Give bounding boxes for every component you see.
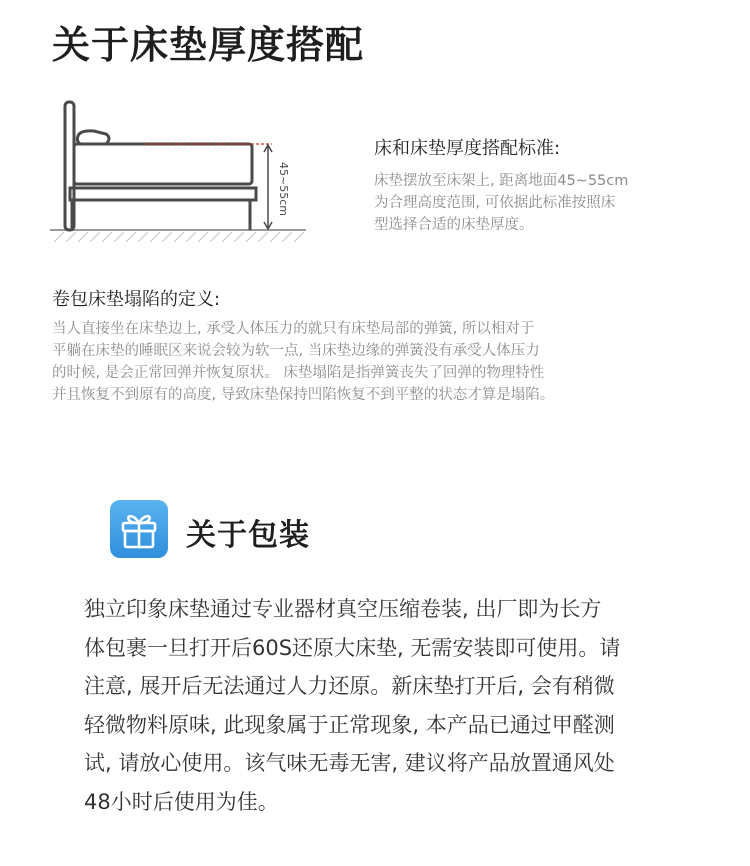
standard-text <box>374 170 704 236</box>
collapse-heading: 卷包床垫塌陷的定义: <box>52 289 221 310</box>
bed-height-diagram <box>50 96 310 244</box>
packaging-line: 体包裹一旦打开后60S还原大床垫, 无需安装即可使用。请 <box>84 635 621 660</box>
standard-heading: 床和床垫厚度搭配标准: <box>374 138 561 159</box>
packaging-heading: 关于包装 <box>186 518 310 553</box>
packaging-text <box>84 590 684 821</box>
packaging-line: 独立印象床垫通过专业器材真空压缩卷装, 出厂即为长方 <box>84 597 602 621</box>
standard-line: 型选择合适的床垫厚度。 <box>374 217 534 233</box>
page-title: 关于床垫厚度搭配 <box>52 23 365 67</box>
packaging-line: 试, 请放心使用。该气味无毒无害, 建议将产品放置通风处 <box>84 751 615 775</box>
collapse-line: 并且恢复不到原有的高度, 导致床垫保持凹陷恢复不到平整的状态才算是塌陷。 <box>52 387 555 403</box>
pillow <box>77 131 109 144</box>
bed-frame-rail <box>70 188 256 200</box>
standard-line: 为合理高度范围, 可依据此标准按照床 <box>374 195 616 211</box>
floor-hatch <box>54 232 304 242</box>
collapse-line: 平躺在床垫的睡眠区来说会较为软一点, 当床垫边缘的弹簧没有承受人体压力 <box>52 343 540 359</box>
height-measure-label: 45~55cm <box>277 162 290 216</box>
packaging-line: 轻微物料原味, 此现象属于正常现象, 本产品已通过甲醛测 <box>84 712 615 737</box>
standard-line: 床垫摆放至床架上, 距离地面45~55cm <box>374 173 629 189</box>
packaging-line: 注意, 展开后无法通过人力还原。新床垫打开后, 会有稍微 <box>84 674 615 698</box>
collapse-line: 的时候, 是会正常回弹并恢复原状。 床垫塌陷是指弹簧丧失了回弹的物理特性 <box>52 365 545 381</box>
collapse-line: 当人直接坐在床垫边上, 承受人体压力的就只有床垫局部的弹簧, 所以相对于 <box>52 321 535 337</box>
collapse-text <box>52 318 712 406</box>
packaging-line: 48小时后使用为佳。 <box>84 789 279 814</box>
gift-icon <box>110 500 168 558</box>
mattress <box>74 144 252 184</box>
